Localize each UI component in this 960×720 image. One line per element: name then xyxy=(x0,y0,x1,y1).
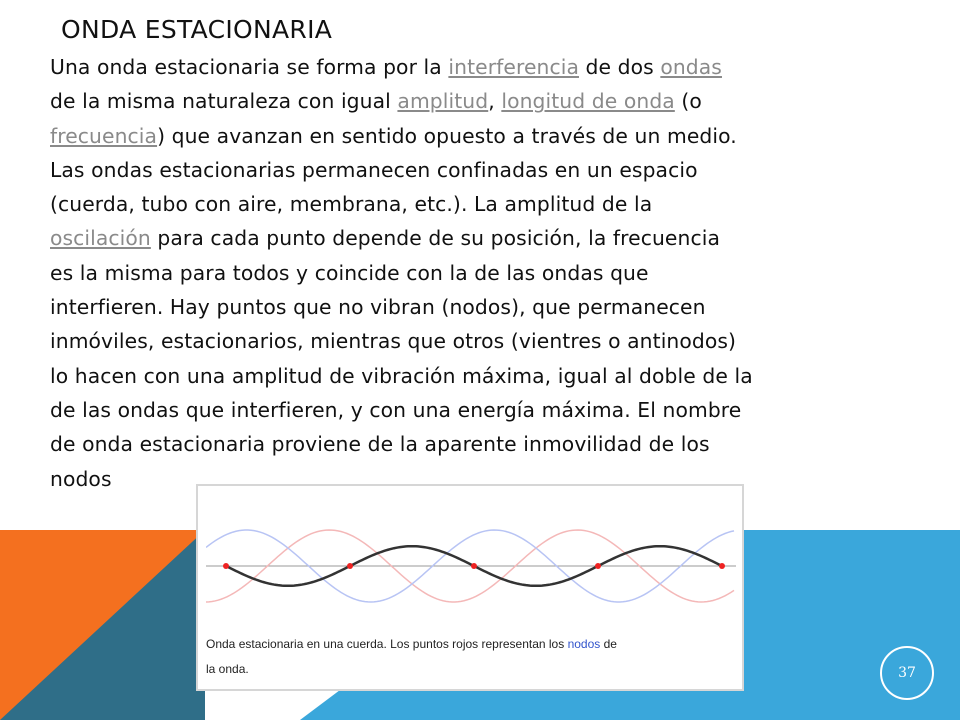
body-line: Las ondas estacionarias permanecen confinadas en un espacio xyxy=(50,157,698,182)
body-line: de onda estacionaria proviene de la aparente inmovilidad de los xyxy=(50,432,710,457)
body-line: de la misma naturaleza con igual amplitud, longitud de onda (o xyxy=(50,89,702,114)
page-number-badge: 37 xyxy=(880,646,934,700)
link-oscilacion[interactable]: oscilación xyxy=(50,226,151,251)
body-line: Una onda estacionaria se forma por la interferencia de dos ondas xyxy=(50,55,722,79)
body-line: lo hacen con una amplitud de vibración máxima, igual al doble de la xyxy=(50,363,753,388)
figure-caption: Onda estacionaria en una cuerda. Los puntos rojos representan los nodos de la onda. xyxy=(206,637,617,676)
node-point xyxy=(595,563,601,569)
blue-band-shape xyxy=(740,530,960,720)
link-frecuencia[interactable]: frecuencia xyxy=(50,123,158,148)
standing-wave-diagram xyxy=(206,490,736,630)
link-amplitud[interactable]: amplitud xyxy=(397,89,489,114)
node-point xyxy=(471,563,477,569)
node-point xyxy=(347,563,353,569)
node-point xyxy=(719,563,725,569)
body-line: de las ondas que interfieren, y con una energía máxima. El nombre xyxy=(50,397,742,422)
body-line: oscilación para cada punto depende de su posición, la frecuencia xyxy=(50,226,720,251)
node-point xyxy=(223,563,229,569)
link-longitud-de-onda[interactable]: longitud de onda xyxy=(501,89,675,114)
body-line: frecuencia) que avanzan en sentido opuesto a través de un medio. xyxy=(50,123,737,148)
link-interferencia[interactable]: interferencia xyxy=(448,55,579,79)
link-nodos[interactable]: nodos xyxy=(567,637,601,651)
slide-body-text xyxy=(50,50,930,496)
body-line: (cuerda, tubo con aire, membrana, etc.). La amplitud de la xyxy=(50,192,653,217)
standing-wave-figure xyxy=(196,484,744,691)
body-line: nodos xyxy=(50,466,112,491)
body-line: interfieren. Hay puntos que no vibran (nodos), que permanecen xyxy=(50,295,706,320)
body-line: es la misma para todos y coincide con la de las ondas que xyxy=(50,260,649,285)
link-ondas[interactable]: ondas xyxy=(660,55,722,79)
body-line: inmóviles, estacionarios, mientras que otros (vientres o antinodos) xyxy=(50,329,737,354)
slide-title: ONDA ESTACIONARIA xyxy=(61,15,333,44)
